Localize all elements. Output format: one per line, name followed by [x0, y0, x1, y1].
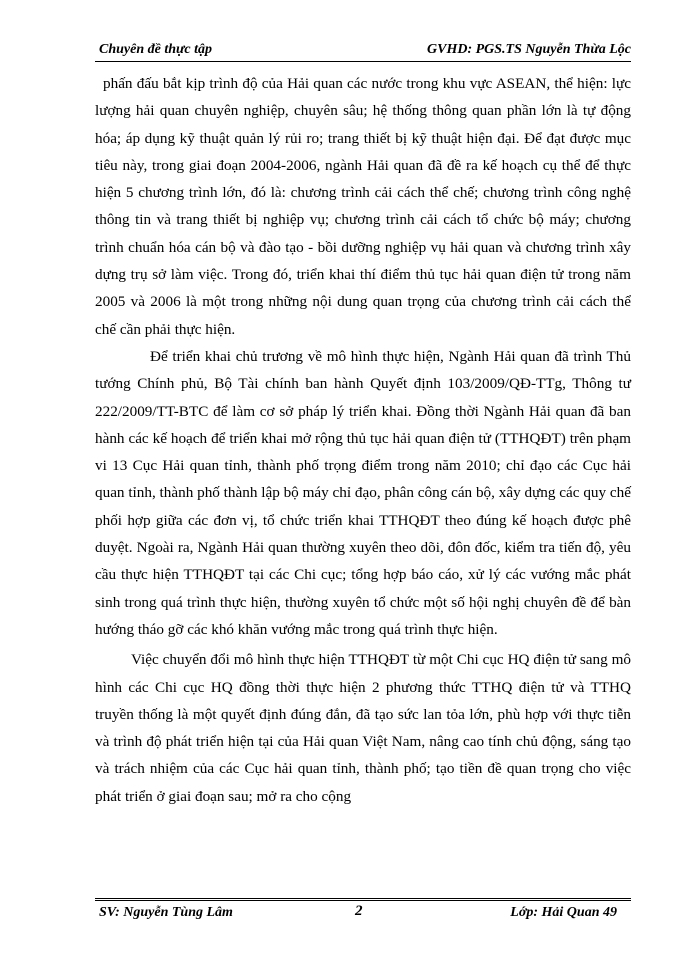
- footer-student: SV: Nguyễn Tùng Lâm: [99, 905, 233, 920]
- header-rule: [95, 61, 631, 62]
- paragraph: Việc chuyển đổi mô hình thực hiện TTHQĐT từ một Chi cục HQ điện tử sang mô hình các Chi cục HQ đồng thời thực hiện 2 phương thức TTHQ điện tử và TTHQ truyền thống là một quyết định đúng đắn, đã tạo sức lan tỏa lớn, phù hợp với thực tiễn và trình độ phát triển hiện tại của Hải quan Việt Nam, nâng cao tính chủ động, sáng tạo và trách nhiệm của các Cục hải quan tỉnh, thành phố; tạo tiền đề quan trọng cho việc phát triển ở giai đoạn sau; mở ra cho cộng: [95, 651, 631, 805]
- header-document-title: Chuyên đề thực tập: [99, 42, 213, 57]
- page-number: 2: [355, 903, 363, 919]
- footer-class: Lớp: Hải Quan 49: [510, 905, 617, 920]
- header-supervisor: GVHD: PGS.TS Nguyễn Thừa Lộc: [427, 42, 631, 57]
- page-footer: [95, 903, 631, 925]
- document-body: [95, 70, 631, 810]
- footer-rule: [95, 898, 631, 901]
- page-header: [95, 38, 631, 60]
- paragraph: Để triển khai chủ trương về mô hình thực hiện, Ngành Hải quan đã trình Thủ tướng Chính phủ, Bộ Tài chính ban hành Quyết định 103/2009/QĐ-TTg, Thông tư 222/2009/TT-BTC để làm cơ sở pháp lý triển khai. Đồng thời Ngành Hải quan đã ban hành các kế hoạch để triển khai mở rộng thủ tục hải quan điện tử (TTHQĐT) trên phạm vi 13 Cục Hải quan tỉnh, thành phố trọng điểm trong năm 2010; chỉ đạo các Cục hải quan tỉnh, thành phố thành lập bộ máy chỉ đạo, phân công cán bộ, xây dựng các quy chế phối hợp giữa các đơn vị, tổ chức triển khai TTHQĐT theo đúng kế hoạch được phê duyệt. Ngoài ra, Ngành Hải quan thường xuyên theo dõi, đôn đốc, kiểm tra tiến độ, yêu cầu thực hiện TTHQĐT tại các Chi cục; tổng hợp báo cáo, xử lý các vướng mắc phát sinh trong quá trình thực hiện, thường xuyên tổ chức một số hội nghị chuyên đề để bàn hướng tháo gỡ các khó khăn vướng mắc trong quá trình thực hiện.: [95, 347, 631, 638]
- paragraph: phấn đấu bắt kịp trình độ của Hải quan các nước trong khu vực ASEAN, thể hiện: lực lượng hải quan chuyên nghiệp, chuyên sâu; hệ thống thông quan phần lớn là tự động hóa; áp dụng kỹ thuật quản lý rủi ro; trang thiết bị kỹ thuật hiện đại. Để đạt được mục tiêu này, trong giai đoạn 2004-2006, ngành Hải quan đã đề ra kế hoạch cụ thể để thực hiện 5 chương trình lớn, đó là: chương trình cải cách thể chế; chương trình công nghệ thông tin và trang thiết bị nghiệp vụ; chương trình cải cách tổ chức bộ máy; chương trình chuẩn hóa cán bộ và đào tạo - bồi dưỡng nghiệp vụ hải quan và chương trình xây dựng trụ sở làm việc. Trong đó, triển khai thí điểm thủ tục hải quan điện tử trong năm 2005 và 2006 là một trong những nội dung quan trọng của chương trình cải cách thể chế cần phải thực hiện.: [95, 75, 631, 338]
